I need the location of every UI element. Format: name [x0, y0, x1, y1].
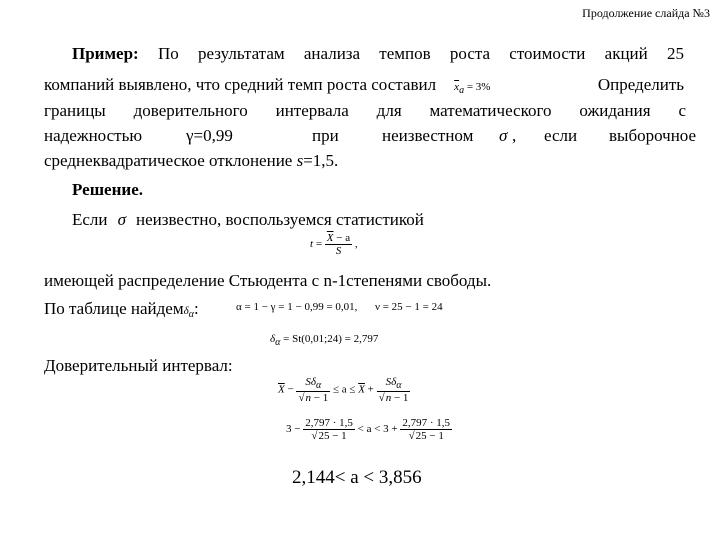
- example-text-2a: компаний выявлено, что средний темп роста составил: [44, 75, 437, 94]
- word-if: если: [544, 126, 578, 145]
- comma: ,: [512, 126, 517, 145]
- sigma-symbol-2: σ: [117, 210, 126, 229]
- if-text: Если: [72, 210, 108, 229]
- alpha-formula: α = 1 − γ = 1 − 0,99 = 0,01,: [236, 301, 358, 313]
- nu-formula: ν = 25 − 1 = 24: [375, 301, 443, 313]
- gamma-value: γ=0,99: [186, 126, 233, 145]
- student-line: имеющей распределение Стьюдента с n-1степенями свободы.: [44, 271, 492, 290]
- ci-formula-2: 3 − $\frac{2,797 \cdot 1,5}{√25 - 1}$ < a < 3 + $\frac{2,797 \cdot 1,5}{√25 - 1}$: [286, 417, 451, 442]
- example-line-5: [44, 151, 338, 171]
- ci-formula-1: $\overline{X}$ − $\frac{S\delta_\alpha}{√n - 1}$ ≤ $a \le \overline{X}$ + $\frac{S\delta_\alpha}{√n - 1}$: [278, 376, 409, 405]
- s-value: =1,5.: [303, 151, 339, 170]
- solution-label: Решение.: [72, 180, 143, 199]
- word-sample: выборочное: [609, 126, 697, 145]
- result: 2,144< a < 3,856: [292, 467, 422, 488]
- table-line: По таблице найдемδ$_\alpha$:: [44, 299, 199, 321]
- example-text-1: По результатам анализа темпов роста стоимости акций 25: [157, 44, 684, 63]
- example-text-5a: среднеквадратическое отклонение: [44, 151, 293, 170]
- example-line-3: границы доверительного интервала для математического ожидания с: [44, 101, 686, 120]
- if-unknown-line: [72, 210, 424, 230]
- ci-label: Доверительный интервал:: [44, 356, 233, 375]
- example-line-2: [44, 75, 684, 96]
- sigma-symbol: σ: [499, 126, 508, 145]
- mean-formula: $\overline{x}_a = 3\%$: [454, 81, 491, 97]
- example-line-1: [44, 44, 684, 64]
- s-symbol: s: [296, 151, 304, 170]
- example-label: Пример:: [72, 44, 139, 63]
- unknown-text: неизвестно, воспользуемся статистикой: [136, 210, 424, 229]
- word-at: при: [312, 126, 339, 145]
- word-reliability: надежностью: [44, 126, 143, 145]
- delta-formula: $\delta_\alpha$ = St(0,01;24) = 2,797: [270, 333, 379, 349]
- t-formula: t = $\frac{\overline{X} - a}{S}$ ,: [310, 232, 358, 257]
- slide-header: Продолжение слайда №3: [582, 6, 710, 20]
- word-unknown: неизвестном: [382, 126, 474, 145]
- example-text-2b: Определить: [597, 75, 684, 94]
